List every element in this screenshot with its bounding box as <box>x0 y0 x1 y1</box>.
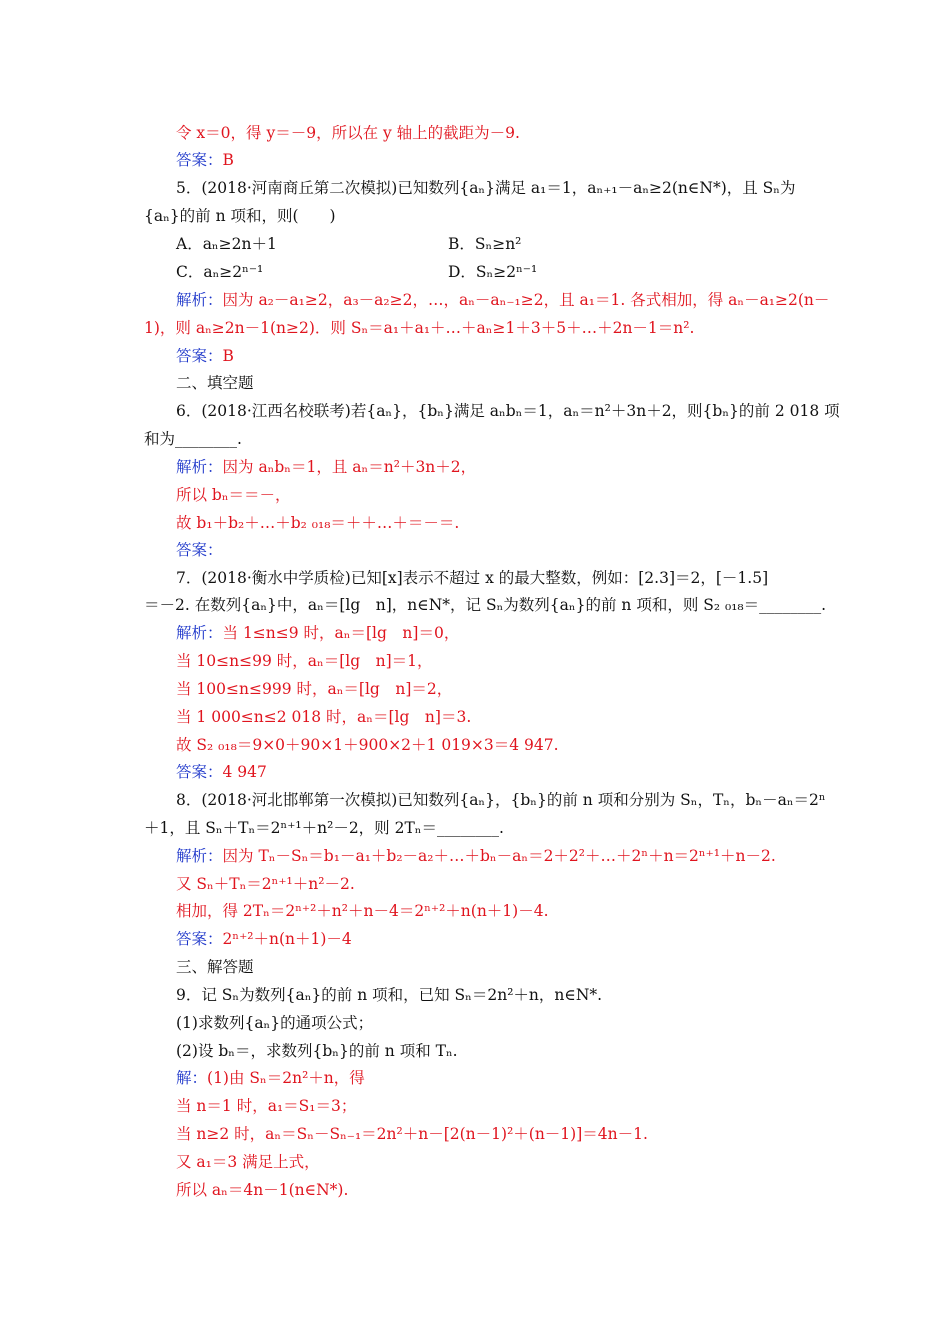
text-segment: 所以 aₙ＝4n－1(n∈N*). <box>176 1181 349 1199</box>
text-segment: 当 n≥2 时，aₙ＝Sₙ－Sₙ₋₁＝2n²＋n－[2(n－1)²＋(n－1)]＝4n－1. <box>176 1125 648 1143</box>
text-line <box>176 567 768 589</box>
text-line <box>144 317 694 339</box>
text-segment: 当 1≤n≤9 时，aₙ＝[lg n]＝0， <box>222 624 460 642</box>
text-segment: 答案： <box>176 541 223 559</box>
text-segment: 和为________. <box>144 430 242 448</box>
answer-label: 答案： <box>176 151 223 169</box>
text-line <box>176 1151 320 1173</box>
text-line <box>176 149 234 171</box>
text-line <box>448 261 537 283</box>
text-segment: 当 10≤n≤99 时，aₙ＝[lg n]＝1， <box>176 652 433 670</box>
text-line <box>144 817 504 839</box>
text-segment: 4 947 <box>222 763 267 781</box>
text-segment: 因为 aₙbₙ＝1，且 aₙ＝n²＋3n＋2， <box>222 458 477 476</box>
text-line <box>144 428 242 450</box>
text-segment: C．aₙ≥2ⁿ⁻¹ <box>176 263 264 281</box>
text-segment: 因为 Tₙ－Sₙ＝b₁－a₁＋b₂－a₂＋…＋bₙ－aₙ＝2＋2²＋…＋2ⁿ＋n＝2ⁿ⁺¹＋n－2. <box>222 847 776 865</box>
text-segment: A．aₙ≥2n＋1 <box>176 235 277 253</box>
text-line <box>176 678 452 700</box>
text-segment: 又 a₁＝3 满足上式， <box>176 1153 320 1171</box>
text-segment: 令 x＝0，得 y＝－9，所以在 y 轴上的截距为－9. <box>176 124 520 142</box>
text-line <box>176 622 459 644</box>
text-segment: 因为 a₂－a₁≥2，a₃－a₂≥2，…，aₙ－aₙ₋₁≥2，且 a₁＝1. 各式相加，得 aₙ－a₁≥2(n－ <box>222 291 830 309</box>
answer-label: 答案： <box>176 347 223 365</box>
answer-label: 解析： <box>176 291 223 309</box>
text-segment: 所以 bₙ＝＝－， <box>176 486 291 504</box>
answer-label: 解析： <box>176 458 223 476</box>
text-line <box>176 289 829 311</box>
text-segment: 故 b₁＋b₂＋…＋b₂ ₀₁₈＝＋＋…＋＝－＝. <box>176 514 460 532</box>
text-segment: 9．记 Sₙ为数列{aₙ}的前 n 项和，已知 Sₙ＝2n²＋n，n∈N*. <box>176 986 603 1004</box>
text-line <box>176 1040 458 1062</box>
text-segment: ＝－2. 在数列{aₙ}中，aₙ＝[lg n]，n∈N*，记 Sₙ为数列{aₙ}的前 n 项和，则 S₂ ₀₁₈＝________. <box>144 596 827 614</box>
text-line <box>176 789 826 811</box>
text-segment: (1)由 Sₙ＝2n²＋n，得 <box>207 1069 365 1087</box>
text-line <box>176 956 254 978</box>
text-line <box>176 484 291 506</box>
text-line <box>176 122 520 144</box>
text-segment: 7．(2018·衡水中学质检)已知[x]表示不超过 x 的最大整数，例如：[2.3]＝2，[－1.5] <box>176 569 769 587</box>
text-line <box>176 1123 648 1145</box>
text-line <box>176 233 277 255</box>
text-line <box>176 400 840 422</box>
text-segment: {aₙ}的前 n 项和，则( ) <box>144 207 336 225</box>
text-line <box>176 1067 365 1089</box>
text-segment: 1)，则 aₙ≥2n－1(n≥2)．则 Sₙ＝a₁＋a₁＋…＋aₙ≥1＋3＋5＋…＋2n－1＝n². <box>144 319 695 337</box>
text-line <box>176 1095 356 1117</box>
text-line <box>176 539 223 561</box>
text-line <box>176 900 549 922</box>
text-line <box>176 372 254 394</box>
text-segment: 故 S₂ ₀₁₈＝9×0＋90×1＋900×2＋1 019×3＝4 947. <box>176 736 559 754</box>
text-line <box>144 594 826 616</box>
text-line <box>176 706 471 728</box>
text-segment: 二、填空题 <box>176 374 254 392</box>
text-line <box>176 1012 373 1034</box>
text-line <box>176 261 263 283</box>
text-segment: 当 n＝1 时，a₁＝S₁＝3； <box>176 1097 357 1115</box>
answer-label: 解： <box>176 1069 208 1087</box>
text-segment: 5．(2018·河南商丘第二次模拟)已知数列{aₙ}满足 a₁＝1，aₙ₊₁－aₙ≥2(n∈N*)，且 Sₙ为 <box>176 179 796 197</box>
text-line <box>176 177 796 199</box>
text-line <box>176 761 267 783</box>
text-segment: (1)求数列{aₙ}的通项公式； <box>176 1014 374 1032</box>
answer-label: 答案： <box>176 930 223 948</box>
answer-label: 答案： <box>176 763 223 781</box>
text-segment: D．Sₙ≥2ⁿ⁻¹ <box>448 263 538 281</box>
text-line <box>176 512 459 534</box>
answer-label: 解析： <box>176 847 223 865</box>
text-line <box>176 928 352 950</box>
text-line <box>144 205 336 227</box>
text-line <box>176 345 234 367</box>
text-segment: 2ⁿ⁺²＋n(n＋1)－4 <box>222 930 352 948</box>
text-segment: 8．(2018·河北邯郸第一次模拟)已知数列{aₙ}，{bₙ}的前 n 项和分别为 Sₙ，Tₙ，bₙ－aₙ＝2ⁿ <box>176 791 826 809</box>
text-line <box>176 984 602 1006</box>
text-segment: 又 Sₙ＋Tₙ＝2ⁿ⁺¹＋n²－2. <box>176 875 355 893</box>
text-segment: B <box>222 347 234 365</box>
text-line <box>176 734 559 756</box>
text-line <box>176 456 476 478</box>
text-line <box>176 650 433 672</box>
text-segment: 相加，得 2Tₙ＝2ⁿ⁺²＋n²＋n－4＝2ⁿ⁺²＋n(n＋1)－4. <box>176 902 549 920</box>
text-segment: 当 100≤n≤999 时，aₙ＝[lg n]＝2， <box>176 680 453 698</box>
text-segment: ＋1，且 Sₙ＋Tₙ＝2ⁿ⁺¹＋n²－2，则 2Tₙ＝________. <box>144 819 504 837</box>
text-segment: 当 1 000≤n≤2 018 时，aₙ＝[lg n]＝3. <box>176 708 472 726</box>
text-segment: (2)设 bₙ＝，求数列{bₙ}的前 n 项和 Tₙ. <box>176 1042 458 1060</box>
text-segment: B <box>222 151 234 169</box>
text-segment: 三、解答题 <box>176 958 254 976</box>
text-segment: B．Sₙ≥n² <box>448 235 522 253</box>
text-line <box>176 1179 348 1201</box>
text-line <box>448 233 521 255</box>
text-segment: 6．(2018·江西名校联考)若{aₙ}，{bₙ}满足 aₙbₙ＝1，aₙ＝n²＋3n＋2，则{bₙ}的前 2 018 项 <box>176 402 840 420</box>
text-line <box>176 845 776 867</box>
answer-label: 解析： <box>176 624 223 642</box>
text-line <box>176 873 355 895</box>
